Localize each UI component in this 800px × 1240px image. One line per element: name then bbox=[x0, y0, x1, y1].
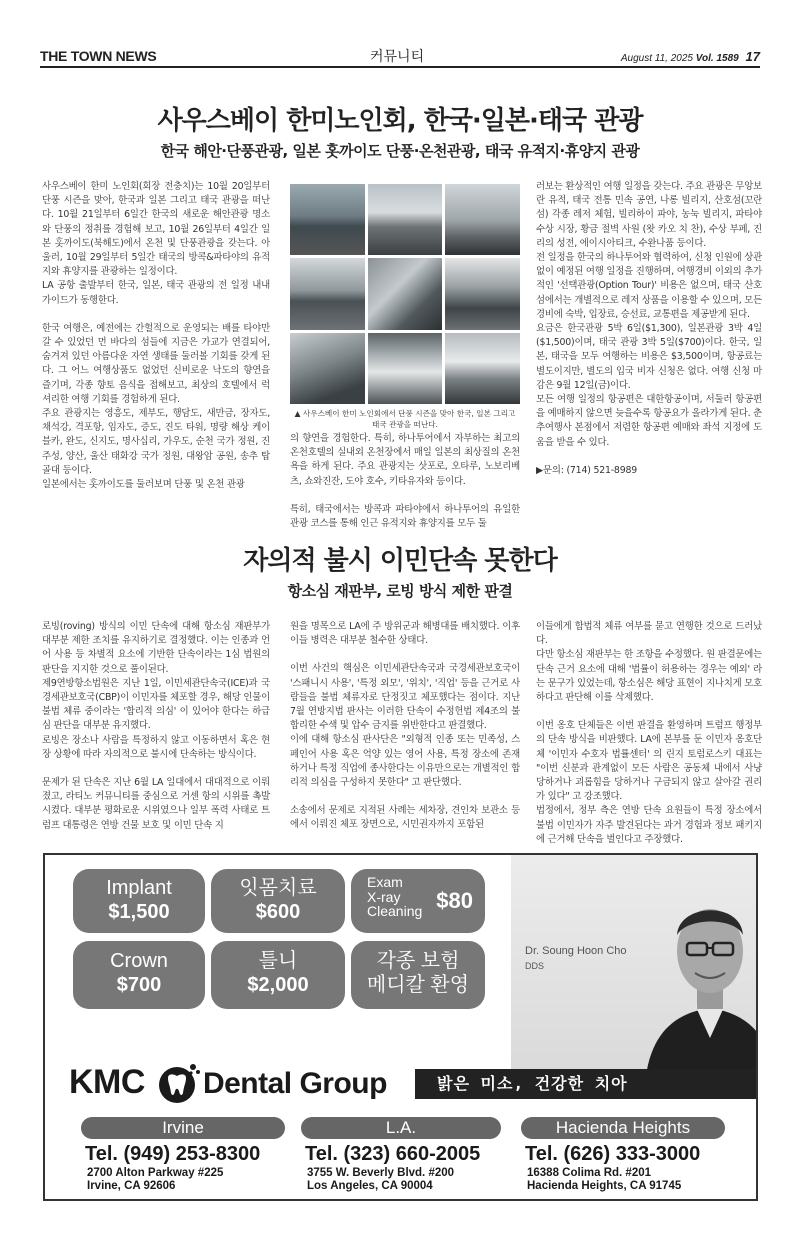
location-irvine-label: Irvine bbox=[81, 1117, 285, 1139]
paragraph: 로빙(roving) 방식의 이민 단속에 대해 항소심 재판부가 대부분 제한 조치를 유지하기로 결정했다. 이는 인종과 언어 사용 등 차별적 요소에 기반한 단속이라는 1심 법원의 판단을 지지한 것으로 풀이된다. bbox=[42, 621, 270, 675]
doctor-photo bbox=[635, 873, 758, 1083]
price-crown bbox=[73, 941, 205, 1009]
article1-subtitle: 한국 해안·단풍관광, 일본 홋까이도 단풍·온천관광, 태국 유적지·휴양지 관광 bbox=[160, 142, 640, 160]
photo-shrine bbox=[368, 258, 443, 329]
brand-dental-group: Dental Group bbox=[202, 1067, 387, 1100]
price-label: Crown bbox=[110, 950, 168, 972]
paragraph: 한국 여행은, 예전에는 간헐적으로 운영되는 배를 타야만 갈 수 있었던 먼 바다의 섬들에 지금은 가교가 연결되어, 숨겨져 있던 아름다운 자연 생태를 둘러볼 기회를 갖게 된다. 그 어느 여행상품도 없었던 신비로운 낙도의 향연을 즐기며, 각종 향토 음식을 접해보고, 최상의 호텔에서 럭셔리한 여행 기회를 경험하게 된다. bbox=[42, 322, 270, 405]
insurance-line: 각종 보험 bbox=[376, 950, 460, 972]
insurance-welcome bbox=[351, 941, 485, 1009]
brand-logo bbox=[69, 1063, 387, 1102]
paragraph: 이번 사건의 핵심은 이민세관단속국과 국경세관보호국이 '스패니시 사용', '특정 외모', '위치', '직업' 등을 근거로 사람들을 불법 체류자로 단정짓고 체포했다는 점이다. 지난 7월 연방지법 판사는 이러한 단속이 수정헌법 제4조의 불합리한 수색 및 압수 금지를 위반한다고 판결했다. bbox=[290, 663, 520, 732]
price-label bbox=[367, 875, 422, 919]
location-irvine-phone: Tel. (949) 253-8300 bbox=[85, 1143, 261, 1165]
article1-col2 bbox=[290, 432, 520, 531]
issue-info bbox=[621, 49, 760, 64]
doctor-name: Dr. Soung Hoon Cho bbox=[525, 945, 627, 957]
paragraph: 주요 관광지는 영흥도, 제부도, 행담도, 새만금, 장자도, 채석강, 격포항, 임자도, 증도, 진도 타워, 명량 해상 케이블카, 완도, 신지도, 명사십리, 가우도, 순천 국가 정원, 진주성, 양산, 울산 태화강 국가 정원, 대왕암 공원, 송추 탑골대 등이다. bbox=[42, 408, 270, 476]
paragraph: 다만 항소심 재판부는 한 조항을 수정했다. 원 판결문에는 단속 근거 요소에 대해 '법률이 허용하는 경우는 예외' 라는 문구가 있었는데, 항소심은 해당 표현이 지나치게 모호하다고 판단해 이를 삭제했다. bbox=[536, 649, 762, 704]
location-la-address bbox=[307, 1167, 454, 1193]
address-line: 16388 Colima Rd. #201 bbox=[527, 1167, 652, 1179]
brand-kmc: KMC bbox=[69, 1063, 145, 1101]
paragraph: 특히, 태국에서는 방콕과 파타야에서 하나투어의 유일한 관광 코스를 통해 인근 유적지와 휴양지를 모두 둘 bbox=[290, 503, 520, 530]
paragraph: 사우스베이 한미 노인회(회장 전충치)는 10월 20일부터 단풍 시즌을 맞아, 한국과 일본 그리고 태국 관광을 떠난다. 10월 21일부터 6일간 한국의 새로운 해안관광 명소와 단풍의 정취를 경험해 보고, 10월 26일부터 4일간 일본 홋까이도(북해도)에서 온천 및 단풍관광을 갖는다. 아울러, 10월 29일부터 5일간 태국의 방콕&파타야의 유적지와 휴양지를 관광하는 일정이다. bbox=[42, 181, 270, 278]
price-label: 틀니 bbox=[258, 950, 298, 972]
address-line: 3755 W. Beverly Blvd. #200 bbox=[307, 1167, 455, 1179]
location-hacienda-label: Hacienda Heights bbox=[521, 1117, 725, 1139]
section-name: 커뮤니티 bbox=[370, 49, 425, 65]
issue-date: August 11, 2025 bbox=[620, 53, 693, 64]
photo-bridge bbox=[290, 184, 365, 255]
price-implant bbox=[73, 869, 205, 933]
article2-col3 bbox=[536, 620, 762, 847]
paragraph: 원을 명목으로 LA에 주 방위군과 해병대를 배치했다. 이후 이들 병력은 대부분 철수한 상태다. bbox=[290, 621, 520, 647]
contact-line: ▶문의: (714) 521-8989 bbox=[536, 464, 637, 476]
paragraph: 이번 옹호 단체들은 이번 판결을 환영하며 트럼프 행정부의 단속 방식을 비판했다. LA에 본부를 둔 이민자 옹호단체 '이민자 수호자 법률센터' 의 린지 토럼로스키 대표는 "이번 신분과 관계없이 모든 사람은 공동체 내에서 사냥당하거나 괴롭힘을 당하거나 구금되지 않고 살아갈 권리가 있다" 고 강조했다. bbox=[536, 720, 762, 803]
doctor-degree: DDS bbox=[525, 961, 545, 971]
article1-title: 사우스베이 한미노인회, 한국·일본·태국 관광 bbox=[157, 106, 643, 136]
paragraph: 법정에서, 정부 측은 연방 단속 요원들이 특정 장소에서 불법 이민자가 자주 발견된다는 과거 경험과 정보 패키지에 근거해 단속을 벌인다고 주장했다. bbox=[536, 805, 762, 845]
photo-mount-fuji bbox=[368, 184, 443, 255]
address-line: Irvine, CA 92606 bbox=[87, 1180, 176, 1192]
price-label-line: Exam bbox=[367, 874, 403, 890]
article2-title: 자의적 불시 이민단속 못한다 bbox=[243, 546, 557, 576]
slogan-banner: 밝은 미소, 건강한 치아 bbox=[415, 1069, 758, 1099]
photo-autumn-leaves bbox=[368, 333, 443, 404]
paper-name: THE TOWN NEWS bbox=[40, 48, 157, 64]
photo-temple bbox=[445, 184, 520, 255]
address-line: Los Angeles, CA 90004 bbox=[307, 1180, 433, 1192]
paragraph: 러보는 환상적인 여행 일정을 갖는다. 주요 관광은 무앙보란 유적, 태국 전통 민속 공연, 나롱 빌리지, 산호섬(꼬란섬) 각종 레저 체험, 빌리하이 파야, 농눅 빌리지, 파타야 수상 시장, 황금 절벽 사원 (왓 카오 치 찬), 수상 부페, 진리의 성전, 에이시아티크, 수완나품 등이다. bbox=[536, 181, 762, 249]
article1-photo-collage bbox=[290, 184, 520, 404]
paragraph: 의 향연을 경험한다. 특히, 하나투어에서 자부하는 최고의 온천호텔의 실내외 온천장에서 매일 일본의 최상질의 온천욕을 하게 된다. 주요 관광지는 삿포로, 오타루, 노보리베츠, 쇼와진잔, 도야 호수, 키타유자와 등이다. bbox=[290, 433, 520, 487]
paragraph: 소송에서 문제로 지적된 사례는 세차장, 견인차 보관소 등에서 이뤄진 체포 장면으로, 시민권자까지 포함된 bbox=[290, 805, 520, 831]
paragraph: 이에 대해 항소심 판사단은 "외형적 인종 또는 민족성, 스페인어 사용 혹은 억양 있는 영어 사용, 특정 장소에 존재하거나 특정 직업에 종사한다는 이유만으로는 개별적인 합리적 의심을 구성하지 못한다" 고 판단했다. bbox=[290, 734, 520, 789]
paragraph: 로빙은 장소나 사람을 특정하지 않고 이동하면서 혹은 현장 상황에 따라 자의적으로 불시에 단속하는 방식이다. bbox=[42, 734, 270, 760]
price-label-line: X-ray bbox=[367, 888, 401, 905]
paragraph: 이들에게 합법적 체류 여부를 묻고 연행한 것으로 드러났다. bbox=[536, 621, 762, 647]
price-denture bbox=[211, 941, 345, 1009]
price-value: $2,000 bbox=[247, 974, 309, 996]
paragraph: 모든 여행 일정의 항공편은 대한항공이며, 서둘러 항공편을 예매하지 않으면 늦을수록 항공요가 올라가게 된다. 춘추여행사 본점에서 저렴한 항공편 예매와 좌석 지정에 도움을 받을 수 있다. bbox=[536, 394, 762, 448]
paragraph: 요금은 한국관광 5박 6일($1,300), 일본관광 3박 4일($1,500)이며, 태국 관광 3박 5일($700)이다. 한국, 일본, 태국을 모두 여행하는 비용은 $3,500이며, 항공료는 별도이지만, 별도의 입국 비자 신청은 없다. 여행 신청 마감은 9월 12일(금)이다. bbox=[536, 323, 762, 391]
photo-boat bbox=[445, 333, 520, 404]
price-exam-xray-cleaning bbox=[351, 869, 485, 933]
photo-caption: ▲ 사우스베이 한미 노인회에서 단풍 시즌을 맞아 한국, 일본 그리고 태국 관광을 떠난다. bbox=[294, 409, 516, 429]
price-value: $700 bbox=[116, 974, 162, 996]
page-number: 17 bbox=[745, 49, 760, 64]
photo-mountain bbox=[290, 333, 365, 404]
location-hacienda-phone: Tel. (626) 333-3000 bbox=[525, 1143, 701, 1165]
article1-col1 bbox=[42, 180, 270, 492]
tooth-icon bbox=[157, 1061, 201, 1105]
masthead bbox=[40, 44, 760, 68]
article2-col1 bbox=[42, 620, 270, 833]
photo-coastline bbox=[290, 258, 365, 329]
article1-col3 bbox=[536, 180, 762, 478]
price-value: $1,500 bbox=[108, 901, 170, 923]
location-la-phone: Tel. (323) 660-2005 bbox=[305, 1143, 481, 1165]
location-irvine-address bbox=[87, 1167, 223, 1193]
paragraph: 문제가 된 단속은 지난 6월 LA 일대에서 대대적으로 이뤄졌고, 라티노 커뮤니티를 중심으로 거센 항의 시위를 촉발시켰다. 대부분 평화로운 시위였으나 일부 폭력 사태로 트럼프 대통령은 연방 건물 보호 및 이민 단속 지 bbox=[42, 777, 270, 831]
dental-advertisement bbox=[43, 853, 758, 1201]
price-gum-treatment bbox=[211, 869, 345, 933]
article2-subtitle: 항소심 재판부, 로빙 방식 제한 판결 bbox=[287, 582, 513, 600]
insurance-line: 메디칼 환영 bbox=[366, 974, 470, 996]
paragraph: 제9연방항소법원은 지난 1일, 이민세관단속국(ICE)과 국경세관보호국(CBP)이 이민자를 체포할 경우, 해당 인물이 불법 체류 중이라는 '합리적 의심' 이 있어야 한다는 하급심 판단을 대부분 유지했다. bbox=[42, 677, 270, 732]
price-label: 잇몸치료 bbox=[239, 877, 317, 899]
price-label-line: Cleaning bbox=[367, 903, 423, 919]
paragraph: 전 일정을 한국의 하나투어와 협력하여, 신청 인원에 상관없이 예정된 여행 일정을 진행하며, 여행경비 이외의 추가적인 '선택관광(Option Tour)' 비용은 없으며, 태국 산호섬에서는 개별적으로 레저 상품을 이용할 수 있으며, 모든 경비에 숙박, 입장료, 승선료, 교통편을 제공받게 된다. bbox=[536, 252, 762, 320]
issue-volume: Vol. 1589 bbox=[695, 53, 739, 64]
price-value: $80 bbox=[436, 888, 473, 913]
paragraph: LA 공항 출발부터 한국, 일본, 태국 관광의 전 일정 내내 가이드가 동행한다. bbox=[42, 280, 270, 306]
address-line: 2700 Alton Parkway #225 bbox=[87, 1167, 224, 1179]
location-hacienda-address bbox=[527, 1167, 681, 1193]
price-label: Implant bbox=[106, 877, 172, 899]
location-la-label: L.A. bbox=[301, 1117, 501, 1139]
article2-col2 bbox=[290, 620, 520, 833]
address-line: Hacienda Heights, CA 91745 bbox=[527, 1180, 682, 1192]
price-value: $600 bbox=[255, 901, 301, 923]
photo-palace bbox=[445, 258, 520, 329]
paragraph: 일본에서는 홋까이도를 둘러보며 단풍 및 온천 관광 bbox=[42, 479, 245, 491]
